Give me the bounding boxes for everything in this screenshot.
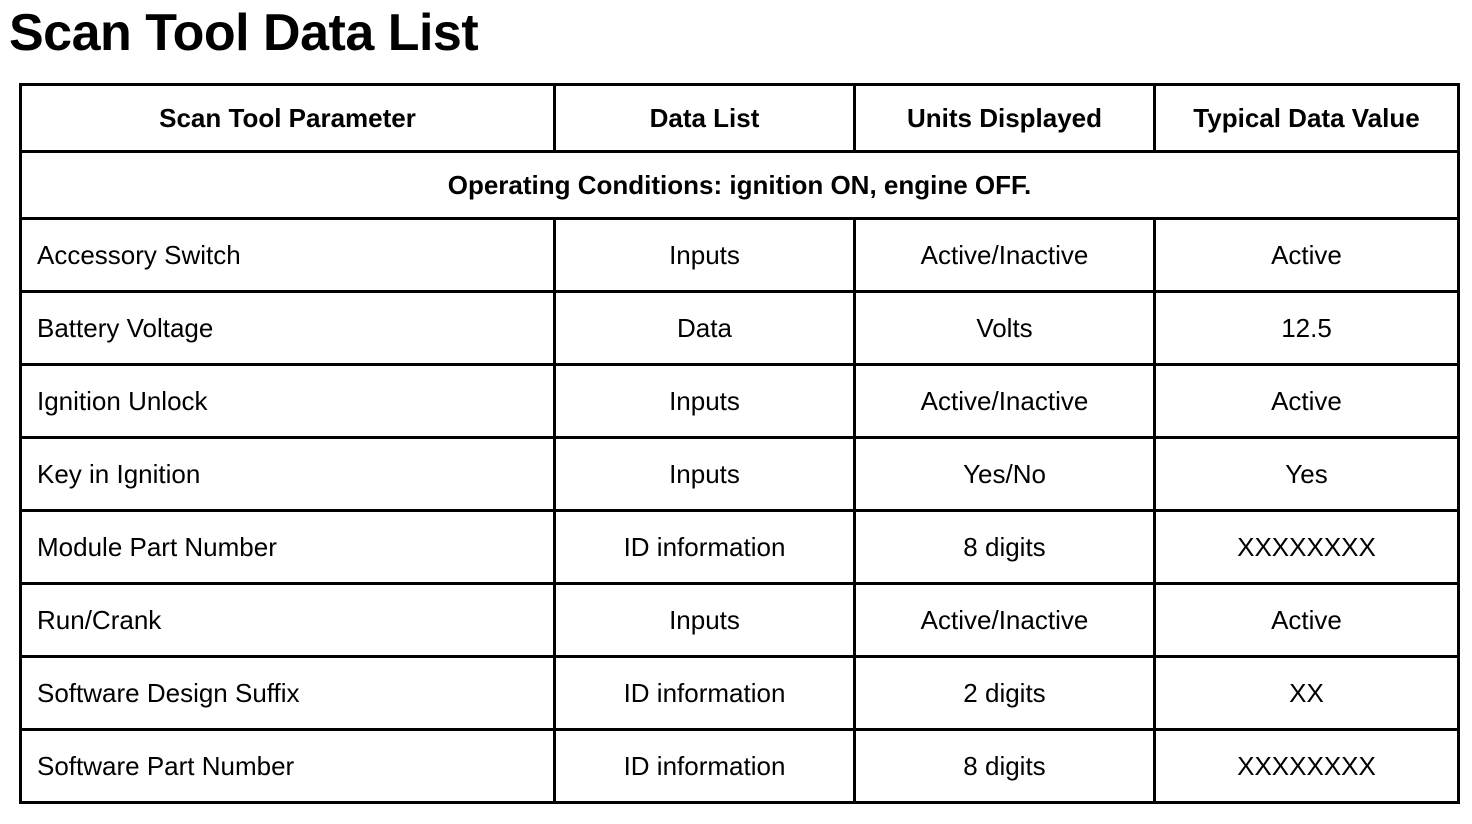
cell-units: Volts (855, 292, 1155, 365)
cell-units: 8 digits (855, 730, 1155, 803)
cell-typical-value: XXXXXXXX (1155, 511, 1459, 584)
cell-data-list: Inputs (555, 584, 855, 657)
table-row (21, 438, 1459, 511)
cell-parameter: Module Part Number (21, 511, 555, 584)
operating-conditions-row (21, 152, 1459, 219)
table-row (21, 219, 1459, 292)
cell-typical-value: XX (1155, 657, 1459, 730)
cell-typical-value: 12.5 (1155, 292, 1459, 365)
cell-parameter: Accessory Switch (21, 219, 555, 292)
cell-units: 8 digits (855, 511, 1155, 584)
header-units-displayed: Units Displayed (855, 85, 1155, 152)
table-row (21, 292, 1459, 365)
cell-units: Active/Inactive (855, 365, 1155, 438)
cell-data-list: Inputs (555, 438, 855, 511)
cell-parameter: Key in Ignition (21, 438, 555, 511)
cell-units: 2 digits (855, 657, 1155, 730)
cell-typical-value: Yes (1155, 438, 1459, 511)
cell-typical-value: XXXXXXXX (1155, 730, 1459, 803)
page-title: Scan Tool Data List (9, 4, 479, 62)
cell-data-list: Inputs (555, 219, 855, 292)
cell-parameter: Ignition Unlock (21, 365, 555, 438)
cell-data-list: ID information (555, 657, 855, 730)
cell-typical-value: Active (1155, 365, 1459, 438)
cell-units: Active/Inactive (855, 584, 1155, 657)
cell-typical-value: Active (1155, 219, 1459, 292)
cell-data-list: Inputs (555, 365, 855, 438)
cell-data-list: ID information (555, 511, 855, 584)
cell-parameter: Software Part Number (21, 730, 555, 803)
operating-conditions-text: Operating Conditions: ignition ON, engine OFF. (21, 152, 1459, 219)
cell-parameter: Run/Crank (21, 584, 555, 657)
table-row (21, 657, 1459, 730)
cell-data-list: Data (555, 292, 855, 365)
header-scan-tool-parameter: Scan Tool Parameter (21, 85, 555, 152)
table-header-row (21, 85, 1459, 152)
table-row (21, 365, 1459, 438)
header-data-list: Data List (555, 85, 855, 152)
cell-parameter: Software Design Suffix (21, 657, 555, 730)
table-row (21, 730, 1459, 803)
cell-units: Active/Inactive (855, 219, 1155, 292)
cell-parameter: Battery Voltage (21, 292, 555, 365)
scan-tool-data-table (19, 83, 1460, 804)
cell-data-list: ID information (555, 730, 855, 803)
cell-units: Yes/No (855, 438, 1155, 511)
header-typical-data-value: Typical Data Value (1155, 85, 1459, 152)
table-row (21, 584, 1459, 657)
table-row (21, 511, 1459, 584)
cell-typical-value: Active (1155, 584, 1459, 657)
